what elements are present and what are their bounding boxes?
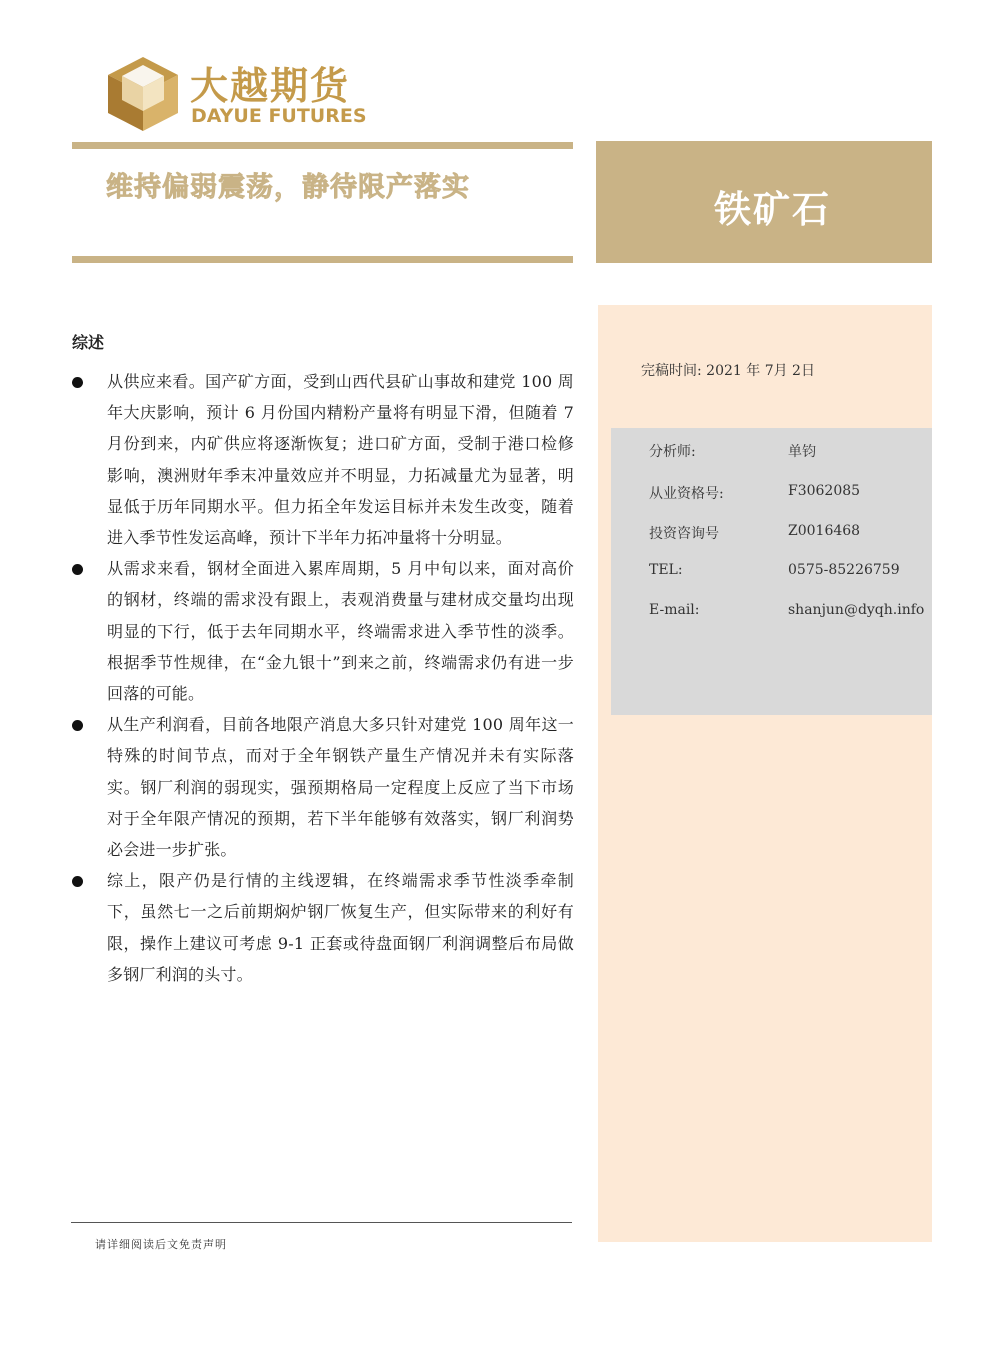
company-logo bbox=[106, 55, 376, 135]
product-name: 铁矿石 bbox=[714, 188, 831, 231]
dayue-cube-logo-icon bbox=[106, 55, 180, 133]
bullet-dot-icon bbox=[72, 377, 83, 388]
bullet-text: 从供应来看。国产矿方面，受到山西代县矿山事故和建党 100 周年大庆影响，预计 6 月份国内精粉产量将有明显下滑，但随着 7 月份到来，内矿供应将逐渐恢复；进口矿方面，受制于港口检修影响，澳洲财年季末冲量效应并不明显，力拓减量尤为显著，明显低于历年同期水平。但力拓全年发运目标并未发生改变，随着进入季节性发运高峰，预计下半年力拓冲量将十分明显。 bbox=[107, 372, 574, 548]
tel-label: TEL: bbox=[649, 562, 683, 578]
consulting-label: 投资咨询号 bbox=[649, 526, 719, 542]
report-subtitle: 维持偏弱震荡，静待限产落实 bbox=[106, 172, 470, 203]
tel-number: 0575-85226759 bbox=[788, 562, 900, 578]
bullet-text: 综上，限产仍是行情的主线逻辑，在终端需求季节性淡季牵制下，虽然七一之后前期焖炉钢厂恢复生产，但实际带来的利好有限，操作上建议可考虑 9-1 正套或待盘面钢厂利润调整后布局做多钢厂利润的头寸。 bbox=[107, 871, 574, 984]
email-label: E-mail: bbox=[649, 602, 700, 618]
analyst-label: 分析师: bbox=[649, 444, 696, 460]
consulting-number: Z0016468 bbox=[788, 523, 861, 539]
footer-divider bbox=[71, 1222, 572, 1223]
section-title: 综述 bbox=[72, 333, 105, 352]
footer-disclaimer: 请详细阅读后文免责声明 bbox=[95, 1238, 227, 1251]
product-banner bbox=[596, 141, 932, 263]
list-item bbox=[72, 366, 574, 553]
list-item bbox=[72, 553, 574, 709]
bullet-dot-icon bbox=[72, 720, 83, 731]
summary-bullet-list bbox=[72, 366, 574, 990]
logo-name-en: DAYUE FUTURES bbox=[191, 105, 367, 127]
email-address[interactable]: shanjun@dyqh.info bbox=[788, 602, 925, 618]
list-item bbox=[72, 865, 574, 990]
bullet-text: 从生产利润看，目前各地限产消息大多只针对建党 100 周年这一特殊的时间节点，而对于全年钢铁产量生产情况并未有实际落实。钢厂利润的弱现实，强预期格局一定程度上反应了当下市场对于全年限产情况的预期，若下半年能够有效落实，钢厂利润势必会进一步扩张。 bbox=[107, 715, 574, 860]
logo-name-cn: 大越期货 bbox=[190, 64, 351, 108]
bullet-dot-icon bbox=[72, 564, 83, 575]
analyst-info-box bbox=[611, 428, 932, 715]
bullet-dot-icon bbox=[72, 876, 83, 887]
completion-date: 完稿时间: 2021 年 7月 2日 bbox=[641, 363, 815, 379]
title-bottom-rule bbox=[72, 256, 573, 263]
analyst-name: 单钧 bbox=[788, 444, 816, 460]
list-item bbox=[72, 709, 574, 865]
qualification-label: 从业资格号: bbox=[649, 486, 724, 502]
qualification-number: F3062085 bbox=[788, 483, 861, 499]
bullet-text: 从需求来看，钢材全面进入累库周期，5 月中旬以来，面对高价的钢材，终端的需求没有跟上，表观消费量与建材成交量均出现明显的下行，低于去年同期水平，终端需求进入季节性的淡季。根据季节性规律，在“金九银十”到来之前，终端需求仍有进一步回落的可能。 bbox=[107, 559, 574, 704]
title-top-rule bbox=[72, 142, 573, 149]
